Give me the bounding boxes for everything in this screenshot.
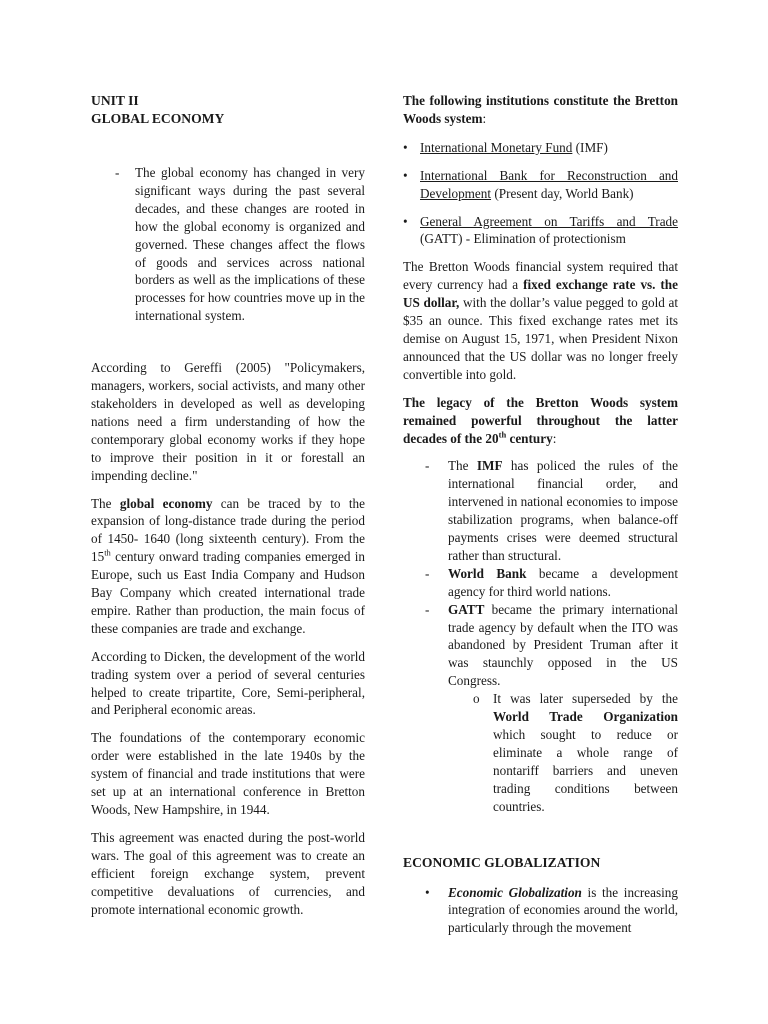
institution-name: International Monetary Fund xyxy=(420,139,573,155)
text-span: century xyxy=(506,430,553,446)
bullet-marker: • xyxy=(403,213,408,229)
foundations-paragraph: The foundations of the contemporary economic order were established in the late 1940s by the system of financial and trade institutions that were set up at an international conference in Bretton Woods, New Hampshire, in 1944. xyxy=(91,730,365,817)
bullet-marker: • xyxy=(403,167,408,183)
text-span: The Bretton Woods financial system required that every currency had a xyxy=(403,259,678,293)
dicken-paragraph: According to Dicken, the development of the world trading system over a period of several centuries helped to create tripartite, Core, Semi-peripheral, and Peripheral economic areas. xyxy=(91,648,365,718)
institution-item-ibrd xyxy=(403,167,678,203)
legacy-text xyxy=(448,457,678,564)
intro-item xyxy=(115,164,365,325)
economic-globalization-heading: ECONOMIC GLOBALIZATION xyxy=(403,854,601,870)
bold-term: global economy xyxy=(119,495,213,511)
text-span: which sought to reduce or eliminate a whole range of nontariff barriers and uneven trading conditions between countries. xyxy=(493,727,678,814)
text-span: (Present day, World Bank) xyxy=(491,185,634,201)
text-span: The legacy of the Bretton Woods system remained powerful throughout the latter decades of the 20 xyxy=(403,394,678,446)
bullet-marker: • xyxy=(425,884,430,900)
unit-subtitle: GLOBAL ECONOMY xyxy=(91,111,225,126)
bold-italic-term: Economic Globalization xyxy=(448,884,582,900)
agreement-paragraph: This agreement was enacted during the post-world wars. The goal of this agreement was to create an efficient foreign exchange system, prevent competitive devaluations of currencies, and promote international economic growth. xyxy=(91,829,365,917)
gereffi-quote-paragraph: According to Gereffi (2005) "Policymakers, managers, workers, social activists, and many other stakeholders in developed as well as developing nations need a firm understanding of how the contemporary global economy works if they hope to improve their position in it or forestall an impending decline." xyxy=(91,360,365,483)
text-span: with the dollar’s value pegged to gold at $35 an ounce. This fixed exchange rates met its demise on August 15, 1971, when President Nixon announced that the US dollar was no longer freely convertible into gold. xyxy=(403,295,678,382)
economic-globalization-text xyxy=(448,884,678,938)
dash-marker: - xyxy=(425,601,430,617)
institution-text xyxy=(420,213,678,249)
text-span: It was later superseded by the xyxy=(493,691,678,707)
legacy-heading xyxy=(403,394,678,448)
colon: : xyxy=(552,430,557,446)
economic-globalization-item xyxy=(425,884,678,938)
text-span: is the increasing integration of economies around the world, particularly through the movement xyxy=(448,884,678,936)
bold-term: World Trade Organization xyxy=(493,709,678,725)
intro-paragraph: The global economy has changed in very significant ways during the past several decades, and these changes are rooted in how the global economy is organized and governed. These changes affect the flows of goods and services across national borders as well as the implications of these processes for how countries move up in the international system. xyxy=(135,165,365,324)
text-span: (GATT) - Elimination of protectionism xyxy=(420,231,626,247)
institution-item-imf xyxy=(403,139,678,157)
legacy-text xyxy=(448,601,678,691)
bold-heading xyxy=(403,395,678,446)
global-economy-paragraph xyxy=(91,495,365,638)
text-span: became the primary international trade agency by default when the ITO was abandoned by President Truman after it was staunchly opposed in the US Congress. xyxy=(448,601,678,689)
text-span: The xyxy=(91,495,120,511)
dash-marker: - xyxy=(115,165,120,180)
legacy-text xyxy=(493,690,678,815)
text-span: became a development agency for third world nations. xyxy=(448,565,679,599)
right-column xyxy=(403,92,678,937)
bold-term: World Bank xyxy=(448,565,527,581)
text-span: The xyxy=(448,458,477,474)
left-column xyxy=(91,92,365,918)
circle-bullet-marker: o xyxy=(473,691,480,707)
legacy-item-gatt xyxy=(425,601,678,691)
colon: : xyxy=(482,110,487,126)
institutions-heading xyxy=(403,92,678,128)
dash-marker: - xyxy=(425,565,430,581)
bold-heading: The following institutions constitute the Bretton Woods system xyxy=(403,93,678,126)
unit-title: UNIT II xyxy=(91,93,139,108)
bold-term: IMF xyxy=(476,458,503,474)
legacy-text xyxy=(448,565,678,601)
bold-term: fixed exchange rate vs. the US dollar, xyxy=(403,277,678,311)
legacy-item-imf xyxy=(425,457,678,564)
text-span: has policed the rules of the international financial order, and intervened in national economies to impose stabilization programs, when balance-off payments crises were deemed structural rather than structural. xyxy=(448,458,678,563)
superscript: th xyxy=(498,429,507,440)
dash-marker: - xyxy=(425,458,430,474)
institution-text xyxy=(420,139,678,157)
bretton-woods-paragraph xyxy=(403,258,678,383)
institution-text xyxy=(420,167,678,203)
bold-term: GATT xyxy=(448,601,485,617)
bullet-marker: • xyxy=(403,139,408,155)
legacy-item-world-bank xyxy=(425,565,678,601)
institution-name: General Agreement on Tariffs and Trade xyxy=(420,213,678,229)
text-span: can be traced by to the expansion of long-distance trade during the period of 1450- 1640 (long sixteenth century). From the 15 xyxy=(91,495,365,565)
text-span: (IMF) xyxy=(572,139,608,155)
legacy-list xyxy=(425,457,678,815)
text-span: century onward trading companies emerged in Europe, such us East India Company and Hudson Bay Company which created international trade empire. Rather than production, the main focus of these companies are trade and exchange. xyxy=(91,549,365,636)
institution-item-gatt xyxy=(403,213,678,249)
legacy-subitem-wto xyxy=(473,690,678,815)
superscript: th xyxy=(104,547,111,558)
institution-name: International Bank for Reconstruction and Development xyxy=(420,167,678,201)
